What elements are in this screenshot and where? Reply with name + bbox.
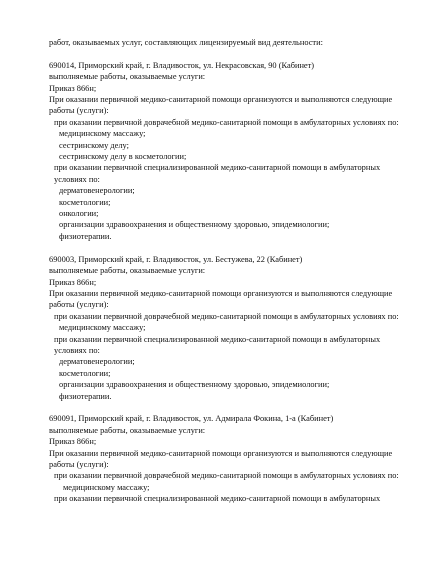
primary-intro: При оказании первичной медико-санитарной помощи организуются и выполняются следующие работы (услуги): xyxy=(49,448,393,469)
list-item: онкологии; xyxy=(59,209,99,219)
list-item: дерматовенерологии; xyxy=(59,357,135,367)
list-item: организации здравоохранения и общественному здоровью, эпидемиологии; xyxy=(59,220,330,230)
specialized-heading: при оказании первичной специализированной медико-санитарной помощи в амбулаторных условиях по: xyxy=(54,334,381,355)
primary-intro: При оказании первичной медико-санитарной помощи организуются и выполняются следующие работы (услуги): xyxy=(49,288,393,310)
list-item: физиотерапии. xyxy=(59,391,112,401)
works-label: выполняемые работы, оказываемые услуги: xyxy=(49,425,206,435)
address-block-3 xyxy=(49,413,405,504)
list-item: косметологии; xyxy=(59,197,111,207)
list-item: сестринскому делу; xyxy=(59,140,129,150)
list-item: медицинскому массажу; xyxy=(63,482,150,492)
list-item: организации здравоохранения и общественному здоровью, эпидемиологии; xyxy=(59,380,330,390)
specialized-heading: при оказании первичной специализированной медико-санитарной помощи в амбулаторных xyxy=(54,494,381,504)
pre-doctor-heading: при оказании первичной доврачебной медико-санитарной помощи в амбулаторных условиях по: xyxy=(54,471,399,481)
list-item: физиотерапии. xyxy=(59,231,112,241)
intro-line: работ, оказываемых услуг, составляющих лицензируемый вид деятельности: xyxy=(49,38,323,47)
list-item: медицинскому массажу; xyxy=(59,129,146,139)
address-block-1 xyxy=(49,60,405,243)
list-item: сестринскому делу в косметологии; xyxy=(59,152,187,162)
document-content xyxy=(49,37,405,505)
list-item: косметологии; xyxy=(59,368,111,378)
list-item: дерматовенерологии; xyxy=(59,186,135,196)
list-item: медицинскому массажу; xyxy=(59,323,146,333)
works-label: выполняемые работы, оказываемые услуги: xyxy=(49,266,206,276)
order-line: Приказ 866н; xyxy=(49,83,97,93)
primary-intro: При оказании первичной медико-санитарной помощи организуются и выполняются следующие работы (услуги): xyxy=(49,95,393,116)
address-line: 690091, Приморский край, г. Владивосток, ул. Адмирала Фокина, 1-а (Кабинет) xyxy=(49,414,334,424)
pre-doctor-heading: при оказании первичной доврачебной медико-санитарной помощи в амбулаторных условиях по: xyxy=(54,117,399,127)
specialized-heading: при оказании первичной специализированной медико-санитарной помощи в амбулаторных условиях по: xyxy=(54,163,381,184)
pre-doctor-heading: при оказании первичной доврачебной медико-санитарной помощи в амбулаторных условиях по: xyxy=(54,311,399,321)
order-line: Приказ 866н; xyxy=(49,277,97,287)
address-block-2 xyxy=(49,254,405,402)
address-line: 690014, Приморский край, г. Владивосток, ул. Некрасовская, 90 (Кабинет) xyxy=(49,60,315,70)
order-line: Приказ 866н; xyxy=(49,437,97,447)
works-label: выполняемые работы, оказываемые услуги: xyxy=(49,72,206,82)
address-line: 690003, Приморский край, г. Владивосток, ул. Бестужева, 22 (Кабинет) xyxy=(49,254,303,264)
